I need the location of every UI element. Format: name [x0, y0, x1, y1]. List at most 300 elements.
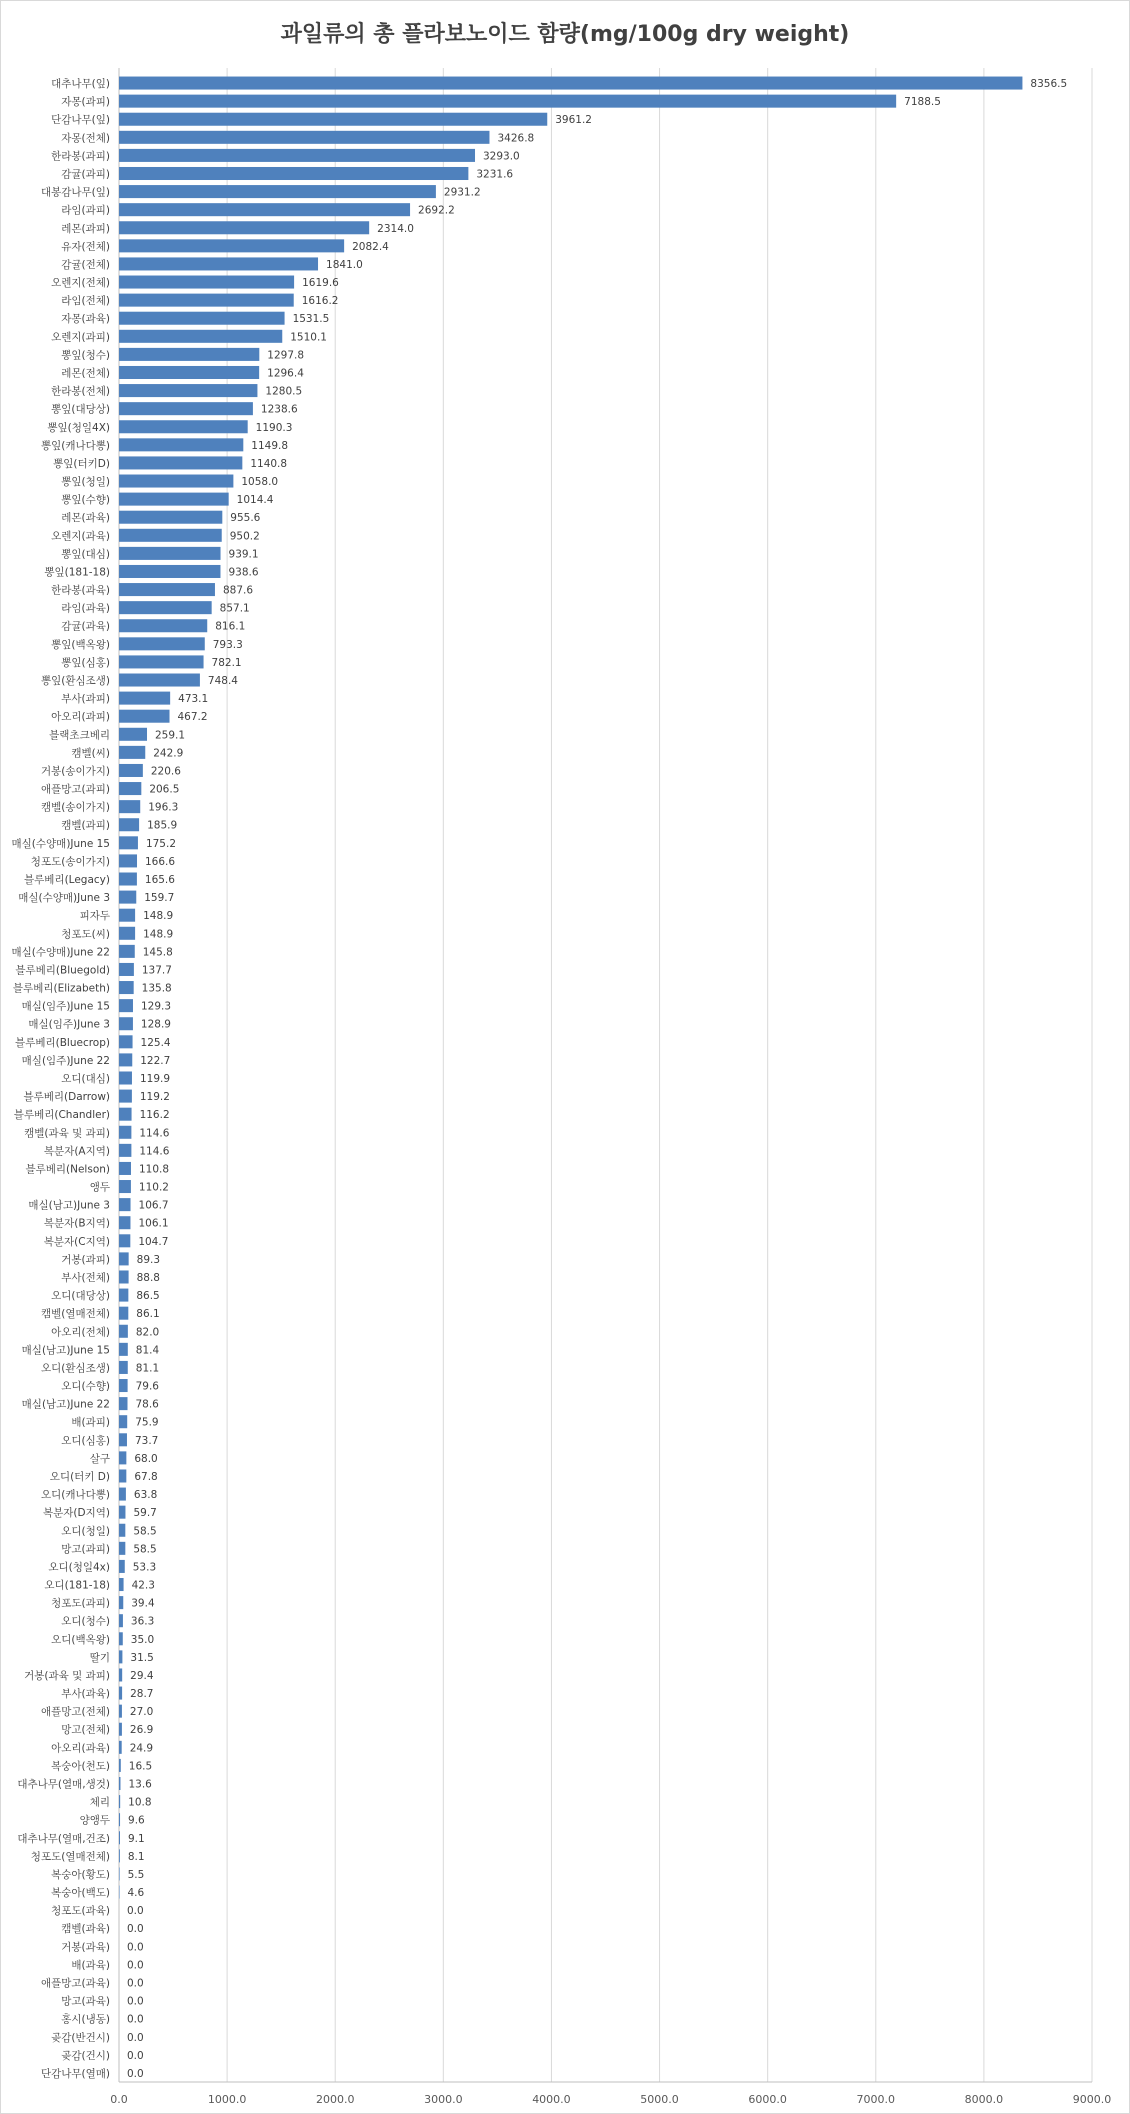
category-label: 레몬(과육) — [61, 512, 110, 525]
data-label: 782.1 — [211, 656, 242, 669]
data-label: 36.3 — [130, 1615, 155, 1628]
category-label: 뽕잎(대심) — [61, 548, 110, 561]
data-label: 28.7 — [130, 1688, 154, 1701]
category-label: 매실(수양매)June 3 — [18, 892, 110, 905]
bar — [119, 1867, 120, 1880]
category-label: 매실(임주)June 3 — [28, 1018, 110, 1031]
bar — [119, 1650, 122, 1663]
bar — [119, 1795, 120, 1808]
category-label: 블루베리(Darrow) — [23, 1091, 110, 1104]
category-label: 캠벨(과피) — [61, 819, 110, 832]
data-label: 857.1 — [219, 602, 250, 615]
category-label: 유자(전체) — [61, 240, 110, 253]
bar — [119, 1469, 126, 1482]
bar — [119, 1126, 131, 1139]
category-label: 매실(수양매)June 15 — [11, 837, 110, 850]
bar — [119, 1017, 133, 1030]
category-label: 뽕잎(수향) — [61, 494, 110, 507]
data-label: 114.6 — [139, 1127, 170, 1140]
x-tick-label: 6000.0 — [748, 2093, 787, 2106]
data-label: 82.0 — [135, 1326, 160, 1339]
category-label: 단감나무(잎) — [51, 114, 110, 127]
category-label: 단감나무(열매) — [40, 2067, 110, 2080]
data-label: 119.2 — [139, 1091, 170, 1104]
bar — [119, 294, 294, 307]
category-label: 매실(남고)June 3 — [28, 1199, 110, 1212]
bar — [119, 203, 410, 216]
bar — [119, 692, 170, 705]
category-label: 오렌지(과피) — [51, 331, 110, 344]
category-label: 뽕잎(캐나다뽕) — [40, 439, 110, 452]
category-label: 뽕잎(백옥왕) — [51, 638, 110, 651]
category-label: 복숭아(천도) — [51, 1760, 110, 1773]
bar — [119, 583, 215, 596]
x-tick-label: 7000.0 — [856, 2093, 896, 2106]
data-label: 24.9 — [129, 1742, 154, 1755]
bar — [119, 1506, 125, 1519]
data-label: 128.9 — [140, 1018, 171, 1031]
data-label: 78.6 — [135, 1398, 159, 1411]
bar — [119, 167, 468, 180]
data-label: 793.3 — [212, 638, 243, 651]
data-label: 26.9 — [129, 1724, 154, 1737]
data-label: 1619.6 — [302, 277, 339, 290]
bar — [119, 1162, 131, 1175]
data-label: 206.5 — [149, 783, 180, 796]
data-label: 185.9 — [147, 819, 178, 832]
bar — [119, 131, 489, 144]
bar — [119, 746, 145, 759]
category-label: 라임(과피) — [61, 204, 110, 217]
bar — [119, 1379, 128, 1392]
data-label: 1841.0 — [326, 258, 363, 271]
category-label: 애플망고(전체) — [40, 1706, 110, 1719]
category-label: 매실(남고)June 15 — [21, 1344, 110, 1357]
category-label: 뽕잎(181-18) — [44, 566, 110, 579]
bar — [119, 999, 133, 1012]
bar — [119, 1578, 124, 1591]
category-label: 오디(터키 D) — [49, 1470, 110, 1483]
category-label: 대봉감나무(잎) — [40, 186, 110, 199]
category-label: 오디(대심) — [61, 1073, 110, 1085]
data-label: 1296.4 — [267, 367, 304, 380]
bar — [119, 945, 135, 958]
category-label: 캠벨(씨) — [71, 747, 110, 760]
data-label: 0.0 — [127, 1905, 144, 1918]
data-label: 75.9 — [135, 1416, 159, 1429]
data-label: 119.9 — [139, 1073, 171, 1085]
bar — [119, 239, 344, 252]
category-label: 딸기 — [89, 1651, 110, 1664]
category-label: 감귤(과육) — [61, 620, 110, 633]
data-label: 9.6 — [128, 1814, 145, 1827]
category-label: 블루베리(Legacy) — [24, 874, 110, 887]
bar — [119, 529, 222, 542]
data-label: 10.8 — [128, 1796, 152, 1809]
category-label: 앵두 — [89, 1181, 110, 1194]
bar — [119, 981, 134, 994]
category-label: 라임(전체) — [61, 295, 110, 308]
category-label: 뽕잎(청일4X) — [47, 421, 110, 434]
data-label: 1280.5 — [265, 385, 303, 398]
category-label: 애플망고(과피) — [40, 783, 110, 796]
data-label: 73.7 — [134, 1434, 159, 1447]
data-label: 88.8 — [136, 1271, 160, 1284]
data-label: 89.3 — [136, 1253, 161, 1266]
data-label: 110.2 — [138, 1181, 169, 1194]
data-label: 0.0 — [127, 1959, 144, 1972]
category-label: 복숭아(황도) — [51, 1868, 110, 1881]
data-label: 1510.1 — [290, 331, 328, 344]
category-label: 오디(청일) — [61, 1525, 110, 1538]
bar — [119, 854, 137, 867]
data-label: 53.3 — [132, 1561, 157, 1574]
data-label: 59.7 — [133, 1507, 157, 1520]
data-label: 122.7 — [140, 1054, 171, 1067]
category-label: 블랙초크베리 — [49, 729, 110, 742]
bar — [119, 1668, 122, 1681]
category-label: 블루베리(Nelson) — [25, 1163, 110, 1176]
data-label: 9.1 — [127, 1832, 145, 1845]
data-label: 3961.2 — [555, 114, 592, 127]
bar — [119, 1451, 126, 1464]
data-label: 0.0 — [127, 2049, 144, 2062]
category-label: 곶감(반건시) — [51, 2031, 110, 2044]
category-label: 살구 — [89, 1452, 110, 1465]
data-label: 1616.2 — [301, 295, 339, 308]
data-label: 58.5 — [133, 1525, 157, 1538]
data-label: 79.6 — [135, 1380, 159, 1393]
category-label: 청포도(송이가지) — [30, 855, 110, 868]
bar — [119, 1524, 125, 1537]
data-label: 145.8 — [142, 946, 173, 959]
category-label: 애플망고(과육) — [40, 1977, 110, 1990]
data-label: 137.7 — [141, 964, 172, 977]
category-label: 블루베리(Bluecrop) — [15, 1036, 110, 1049]
bar — [119, 927, 135, 940]
bar — [119, 1415, 127, 1428]
category-label: 오디(심홍) — [61, 1434, 110, 1447]
data-label: 2692.2 — [418, 204, 455, 217]
category-label: 캠벨(열매전체) — [40, 1308, 110, 1321]
data-label: 58.5 — [133, 1543, 157, 1556]
category-label: 부사(과육) — [61, 1688, 110, 1701]
category-label: 복분자(C지역) — [43, 1235, 110, 1248]
data-label: 0.0 — [127, 1941, 144, 1954]
category-label: 매실(임주)June 15 — [21, 1000, 110, 1013]
data-label: 887.6 — [222, 584, 254, 597]
data-label: 2082.4 — [352, 240, 389, 253]
category-label: 홍시(냉동) — [61, 2013, 110, 2026]
bar — [119, 456, 242, 469]
data-label: 2931.2 — [443, 186, 481, 199]
bar — [119, 1433, 127, 1446]
bar — [119, 836, 138, 849]
data-label: 0.0 — [127, 2013, 144, 2026]
data-label: 42.3 — [131, 1579, 155, 1592]
bar — [119, 1090, 132, 1103]
data-label: 135.8 — [141, 982, 172, 995]
bar — [119, 402, 253, 415]
data-label: 27.0 — [129, 1706, 154, 1719]
data-label: 3426.8 — [497, 132, 535, 145]
category-label: 배(과육) — [71, 1959, 110, 1972]
x-tick-label: 1000.0 — [207, 2093, 247, 2106]
bar — [119, 493, 229, 506]
data-label: 31.5 — [130, 1651, 154, 1664]
x-tick-label: 4000.0 — [532, 2093, 571, 2106]
category-label: 뽕잎(청수) — [61, 349, 110, 362]
bar — [119, 348, 259, 361]
bar — [119, 818, 139, 831]
category-label: 오디(환심조생) — [40, 1362, 110, 1375]
data-label: 939.1 — [228, 548, 259, 561]
bar — [119, 1397, 127, 1410]
category-label: 거봉(과피) — [61, 1253, 110, 1266]
bar — [119, 1307, 128, 1320]
category-label: 거봉(과육) — [61, 1941, 110, 1954]
bar — [119, 565, 220, 578]
data-label: 1140.8 — [250, 457, 288, 470]
bar — [119, 1759, 121, 1772]
bar — [119, 1198, 131, 1211]
category-label: 캠벨(과육 및 과피) — [24, 1127, 110, 1140]
bar — [119, 438, 243, 451]
category-label: 자몽(과피) — [61, 96, 110, 109]
category-label: 망고(과피) — [61, 1543, 110, 1556]
bar — [119, 1216, 130, 1229]
category-label: 배(과피) — [71, 1416, 110, 1429]
bar — [119, 113, 547, 126]
bar — [119, 1252, 129, 1265]
category-label: 라임(과육) — [61, 602, 110, 615]
bar — [119, 728, 147, 741]
data-label: 1531.5 — [292, 313, 330, 326]
bar — [119, 330, 282, 343]
category-label: 복숭아(백도) — [51, 1887, 110, 1900]
bar-chart-plot — [1, 1, 1129, 2113]
bar — [119, 1542, 125, 1555]
data-label: 63.8 — [133, 1489, 158, 1502]
category-label: 자몽(전체) — [61, 132, 110, 145]
bar — [119, 1596, 123, 1609]
data-label: 116.2 — [139, 1109, 170, 1122]
data-label: 110.8 — [138, 1163, 170, 1176]
data-label: 1058.0 — [241, 476, 279, 489]
category-label: 아오리(과육) — [51, 1742, 110, 1755]
data-label: 1014.4 — [236, 494, 274, 507]
data-label: 86.1 — [136, 1308, 160, 1321]
data-label: 1238.6 — [260, 403, 298, 416]
bar — [119, 312, 285, 325]
bar — [119, 637, 205, 650]
category-label: 레몬(전체) — [61, 367, 110, 380]
data-label: 67.8 — [134, 1470, 158, 1483]
bar — [119, 1741, 122, 1754]
data-label: 467.2 — [177, 711, 208, 724]
data-label: 148.9 — [143, 910, 174, 923]
category-label: 뽕잎(환심조생) — [40, 675, 110, 688]
data-label: 159.7 — [144, 892, 175, 905]
category-label: 자몽(과육) — [61, 313, 110, 326]
bar — [119, 1144, 131, 1157]
category-label: 오디(백옥왕) — [51, 1633, 110, 1646]
category-label: 망고(과육) — [61, 1995, 110, 2008]
data-label: 955.6 — [230, 512, 261, 525]
data-label: 196.3 — [148, 801, 179, 814]
bar — [119, 872, 137, 885]
data-label: 68.0 — [134, 1452, 158, 1465]
data-label: 3293.0 — [483, 150, 520, 163]
bar — [119, 1234, 130, 1247]
category-label: 오디(청수) — [61, 1615, 110, 1628]
category-label: 한라봉(과피) — [51, 150, 110, 163]
bar — [119, 547, 221, 560]
data-label: 3231.6 — [476, 168, 514, 181]
category-label: 블루베리(Elizabeth) — [12, 982, 110, 995]
category-label: 감귤(전체) — [61, 258, 110, 271]
category-label: 양앵두 — [79, 1814, 110, 1827]
data-label: 1297.8 — [267, 349, 305, 362]
data-label: 16.5 — [128, 1760, 153, 1773]
data-label: 5.5 — [127, 1868, 145, 1881]
data-label: 175.2 — [145, 837, 177, 850]
data-label: 8.1 — [127, 1850, 145, 1863]
category-label: 망고(전체) — [61, 1724, 110, 1737]
bar — [119, 909, 135, 922]
category-label: 레몬(과피) — [61, 222, 110, 235]
bar — [119, 891, 136, 904]
data-label: 13.6 — [128, 1778, 152, 1791]
data-label: 0.0 — [127, 2031, 144, 2044]
bar — [119, 710, 170, 723]
bar — [119, 257, 318, 270]
x-tick-label: 2000.0 — [315, 2093, 355, 2106]
category-label: 한라봉(전체) — [51, 385, 110, 398]
category-label: 뽕잎(터키D) — [53, 457, 110, 470]
category-label: 뽕잎(대당상) — [51, 403, 110, 416]
bar — [119, 1687, 122, 1700]
bar — [119, 1488, 126, 1501]
chart-title: 과일류의 총 플라보노이드 함량(mg/100g dry weight) — [280, 22, 850, 47]
bar — [119, 1849, 120, 1862]
bar — [119, 95, 896, 108]
data-label: 104.7 — [138, 1235, 169, 1248]
category-label: 체리 — [89, 1796, 110, 1809]
bar — [119, 1035, 133, 1048]
bar — [119, 800, 140, 813]
bar — [119, 963, 134, 976]
bar — [119, 601, 212, 614]
data-label: 86.5 — [136, 1290, 160, 1303]
category-label: 아오리(전체) — [51, 1326, 110, 1339]
data-label: 165.6 — [144, 874, 175, 887]
data-label: 938.6 — [228, 566, 259, 579]
x-tick-label: 5000.0 — [640, 2093, 679, 2106]
data-label: 0.0 — [127, 2067, 144, 2080]
bar — [119, 619, 207, 632]
category-label: 감귤(과피) — [61, 168, 110, 181]
category-label: 부사(과피) — [61, 693, 110, 706]
data-label: 748.4 — [207, 675, 238, 688]
x-tick-label: 0.0 — [110, 2093, 128, 2106]
category-label: 청포도(과피) — [51, 1597, 110, 1610]
data-label: 259.1 — [155, 729, 186, 742]
data-label: 4.6 — [127, 1887, 145, 1900]
bar — [119, 1289, 128, 1302]
bar — [119, 276, 294, 289]
category-label: 뽕잎(청일) — [61, 476, 110, 489]
data-label: 106.1 — [138, 1217, 169, 1230]
bar — [119, 149, 475, 162]
bar — [119, 1071, 132, 1084]
bar — [119, 764, 143, 777]
bar — [119, 77, 1022, 90]
data-label: 166.6 — [145, 855, 176, 868]
bar — [119, 1270, 129, 1283]
category-label: 캠벨(과육) — [61, 1923, 110, 1936]
category-label: 블루베리(Chandler) — [13, 1109, 110, 1122]
category-label: 복분자(D지역) — [43, 1507, 110, 1520]
bar — [119, 1108, 132, 1121]
data-label: 81.4 — [135, 1344, 160, 1357]
bar — [119, 475, 233, 488]
category-label: 한라봉(과육) — [51, 584, 110, 597]
category-label: 청포도(열매전체) — [30, 1850, 110, 1863]
data-label: 242.9 — [153, 747, 184, 760]
data-label: 35.0 — [130, 1633, 155, 1646]
x-tick-label: 9000.0 — [1072, 2093, 1112, 2106]
data-label: 220.6 — [150, 765, 181, 778]
bar — [119, 782, 141, 795]
bar — [119, 1723, 122, 1736]
category-label: 오렌지(과육) — [51, 530, 110, 543]
bar — [119, 1180, 131, 1193]
bar — [119, 185, 436, 198]
data-label: 148.9 — [143, 928, 174, 941]
category-label: 오디(181-18) — [44, 1579, 110, 1592]
x-tick-label: 8000.0 — [964, 2093, 1004, 2106]
data-label: 7188.5 — [904, 96, 941, 109]
bar — [119, 1777, 120, 1790]
bar — [119, 1813, 120, 1826]
bar — [119, 366, 259, 379]
category-label: 매실(수양매)June 22 — [11, 946, 110, 959]
data-label: 8356.5 — [1030, 78, 1068, 91]
data-label: 816.1 — [215, 620, 246, 633]
category-label: 오디(청일4x) — [48, 1561, 110, 1574]
bar — [119, 1325, 128, 1338]
x-tick-label: 3000.0 — [424, 2093, 463, 2106]
bar — [119, 1361, 128, 1374]
data-label: 0.0 — [127, 1995, 144, 2008]
category-label: 피자두 — [79, 910, 110, 923]
data-label: 0.0 — [127, 1923, 144, 1936]
data-label: 29.4 — [130, 1669, 154, 1682]
category-label: 오디(캐나다뽕) — [40, 1489, 110, 1502]
category-label: 블루베리(Bluegold) — [15, 964, 110, 977]
category-label: 뽕잎(심홍) — [61, 656, 110, 669]
bar — [119, 1614, 123, 1627]
data-label: 129.3 — [140, 1000, 172, 1013]
data-label: 1149.8 — [251, 439, 289, 452]
category-label: 오디(대당상) — [51, 1290, 110, 1303]
data-label: 0.0 — [127, 1977, 144, 1990]
category-label: 오디(수향) — [61, 1380, 110, 1393]
bar — [119, 1053, 132, 1066]
category-label: 대추나무(열매,건조) — [17, 1832, 110, 1845]
bar — [119, 511, 222, 524]
